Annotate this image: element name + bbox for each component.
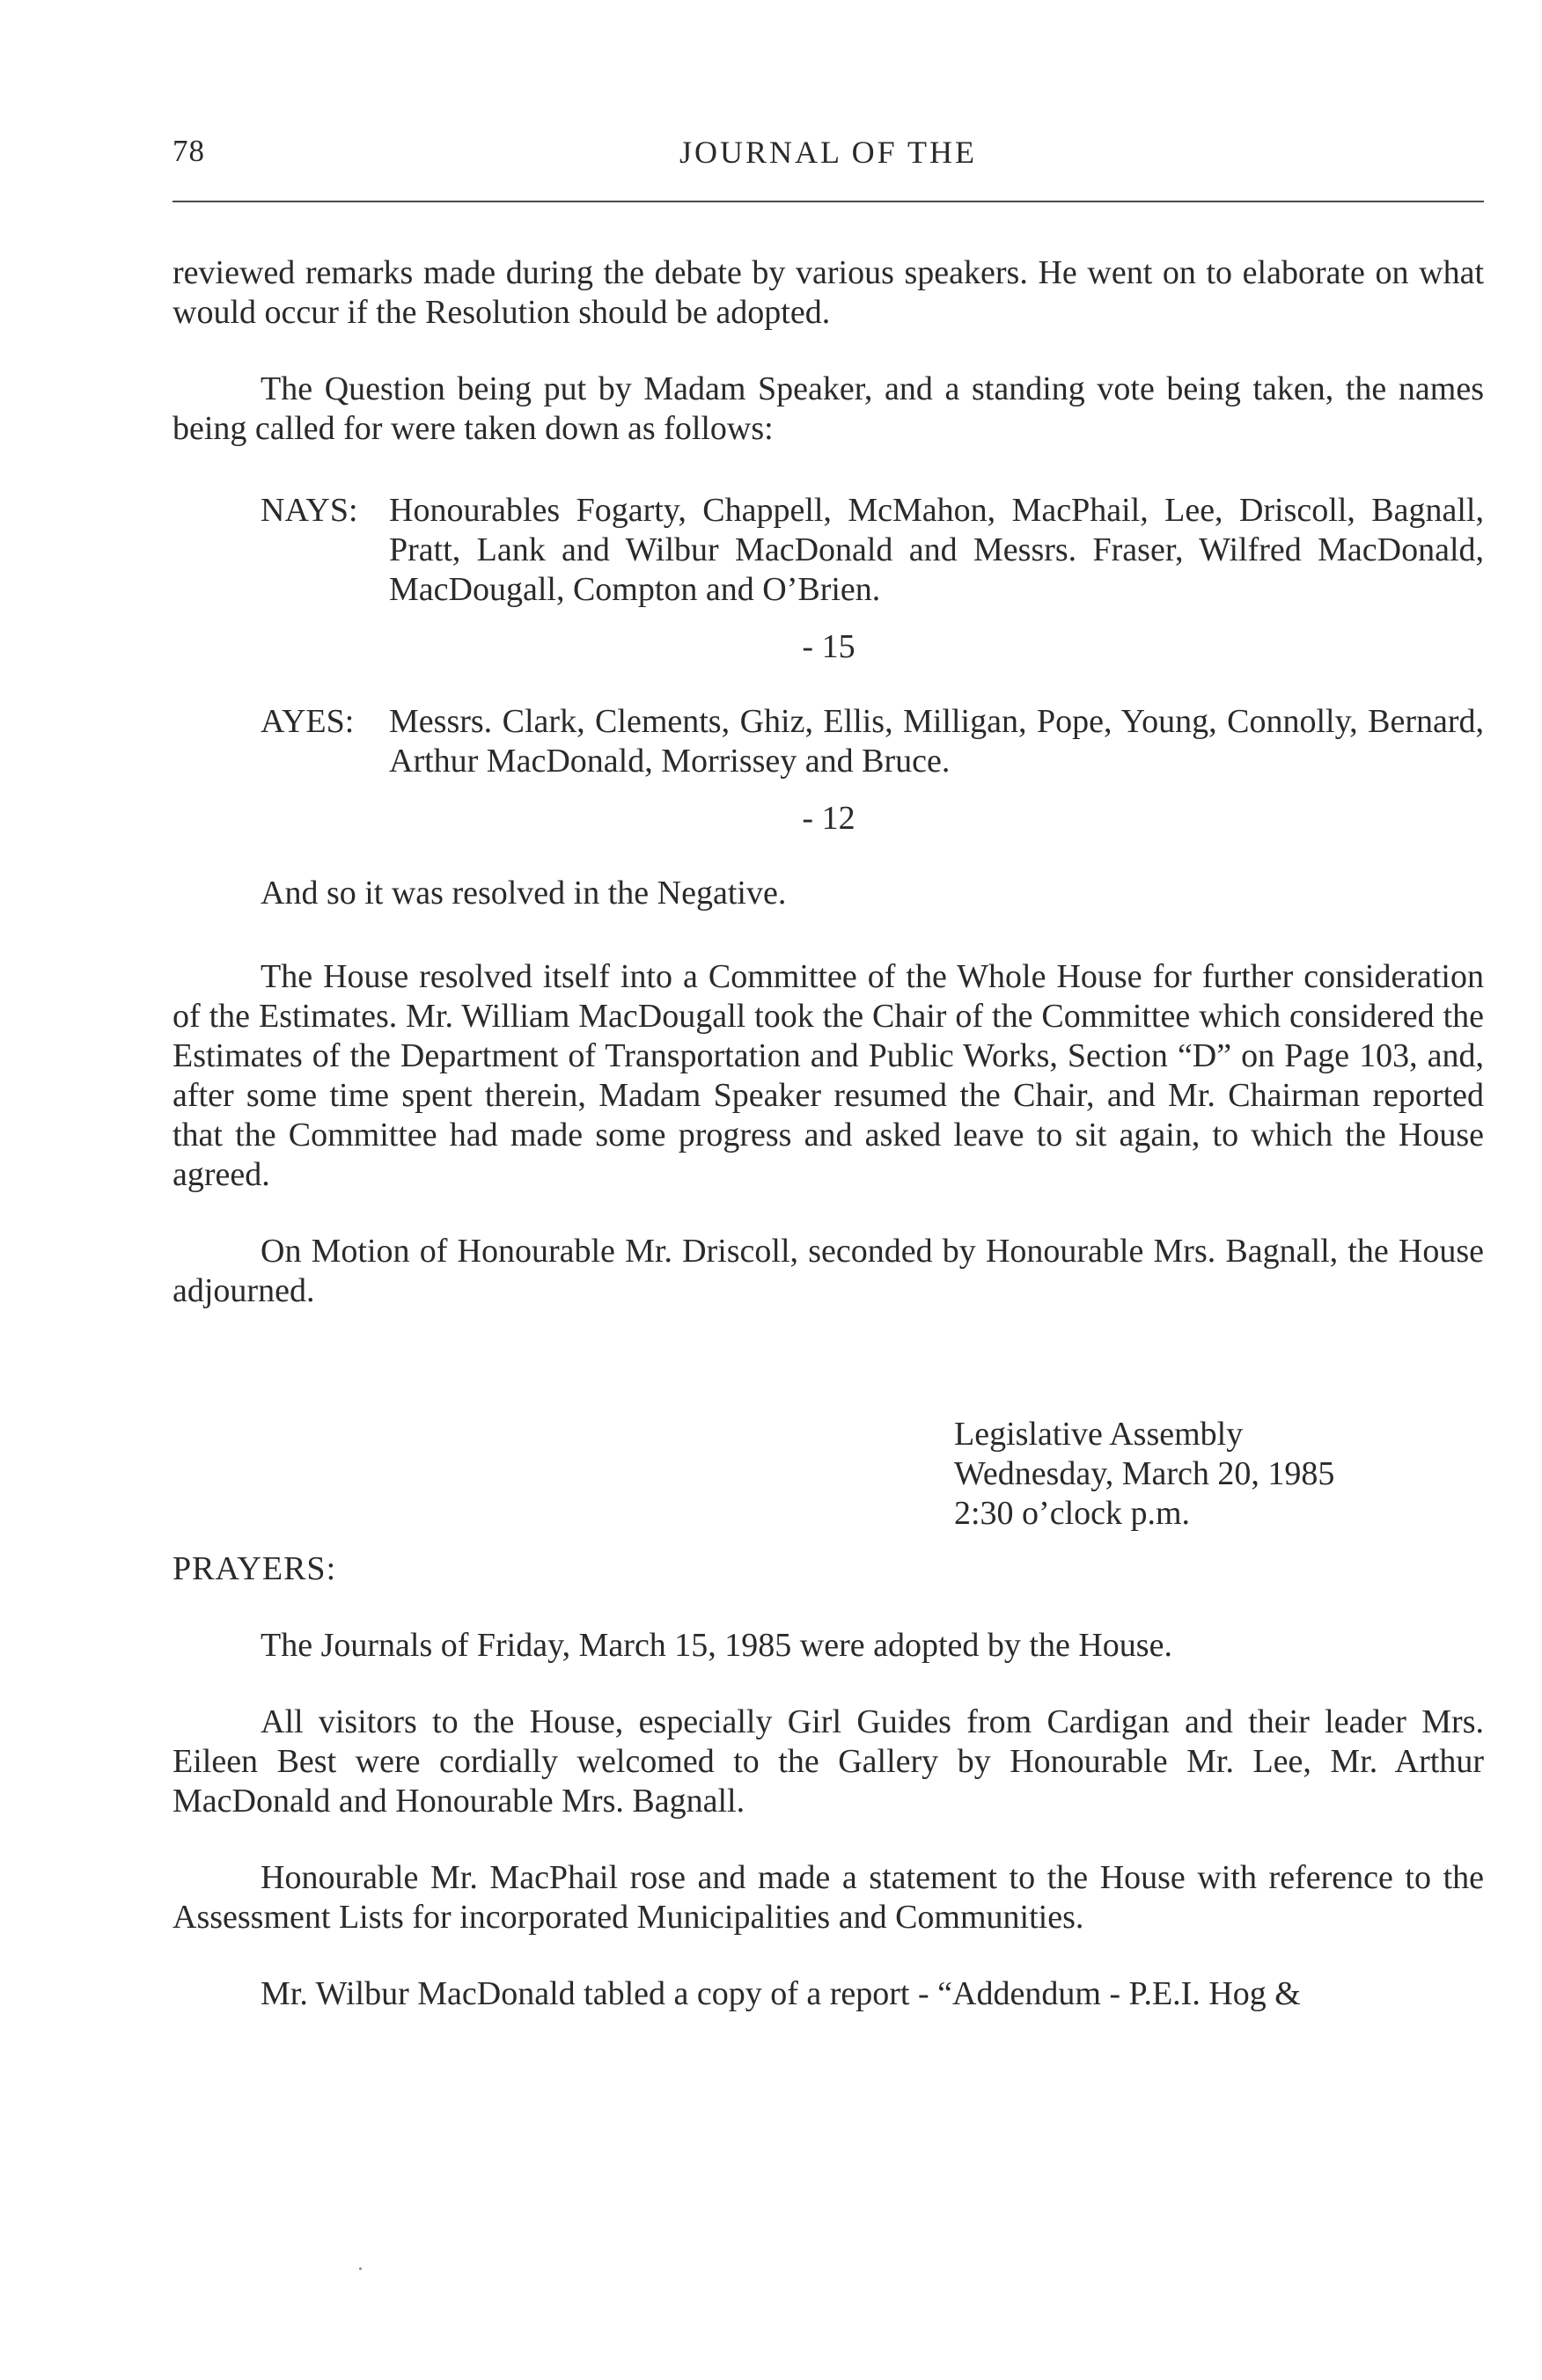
resolution-text: And so it was resolved in the Negative. [261, 875, 787, 912]
statement-paragraph: Honourable Mr. MacPhail rose and made a statement to the House with reference to the Assessment Lists for incorporated Municipalities and Communities. [173, 1859, 1484, 1936]
page-header [173, 134, 1484, 187]
question-paragraph: The Question being put by Madam Speaker, and a standing vote being taken, the names being called for were taken down as follows: [173, 370, 1484, 447]
nays-names: Honourables Fogarty, Chappell, McMahon, MacPhail, Lee, Driscoll, Bagnall, Pratt, Lank and Wilbur MacDonald and Messrs. Fraser, Wilfred MacDonald, MacDougall, Compton and O’Brien. [389, 492, 1484, 608]
ayes-label: AYES: [261, 703, 355, 740]
page-number: 78 [173, 134, 205, 168]
page-body [173, 253, 1484, 2014]
scan-speck [359, 2267, 362, 2270]
committee-paragraph: The House resolved itself into a Committee of the Whole House for further consideration of the Estimates. Mr. William MacDougall took the Chair of the Committee which considered the Estimates of the Department of Transportation and Public Works, Section “D” on Page 103, and, after some time spent therein, Madam Speaker resumed the Chair, and Mr. Chairman reported that the Committee had made some progress and asked leave to sit again, to which the House agreed. [173, 958, 1484, 1193]
ayes-names: Messrs. Clark, Clements, Ghiz, Ellis, Milligan, Pope, Young, Connolly, Bernard, Arthur MacDonald, Morrissey and Bruce. [389, 703, 1484, 780]
sitting-time: 2:30 o’clock p.m. [954, 1495, 1191, 1532]
visitors-paragraph: All visitors to the House, especially Girl Guides from Cardigan and their leader Mrs. Eileen Best were cordially welcomed to the Gallery by Honourable Mr. Lee, Mr. Arthur MacDonald and Honourable Mrs. Bagnall. [173, 1703, 1484, 1820]
nays-count: - 15 [802, 628, 855, 665]
continuation-paragraph: reviewed remarks made during the debate by various speakers. He went on to elaborate on what would occur if the Resolution should be adopted. [173, 254, 1484, 331]
ayes-count: - 12 [802, 800, 855, 837]
running-head: JOURNAL OF THE [679, 135, 977, 170]
sitting-assembly: Legislative Assembly [954, 1416, 1244, 1453]
nays-label: NAYS: [261, 492, 358, 529]
tabled-paragraph: Mr. Wilbur MacDonald tabled a copy of a report - “Addendum - P.E.I. Hog & [261, 1975, 1301, 2012]
nays-block [261, 491, 1484, 610]
adjournment-paragraph: On Motion of Honourable Mr. Driscoll, seconded by Honourable Mrs. Bagnall, the House adjourned. [173, 1233, 1484, 1309]
header-rule [173, 201, 1484, 202]
sitting-date: Wednesday, March 20, 1985 [954, 1455, 1335, 1492]
prayers-heading: PRAYERS: [173, 1550, 337, 1587]
sitting-heading [954, 1415, 1484, 1534]
ayes-block [261, 702, 1484, 781]
journals-paragraph: The Journals of Friday, March 15, 1985 were adopted by the House. [261, 1627, 1172, 1664]
